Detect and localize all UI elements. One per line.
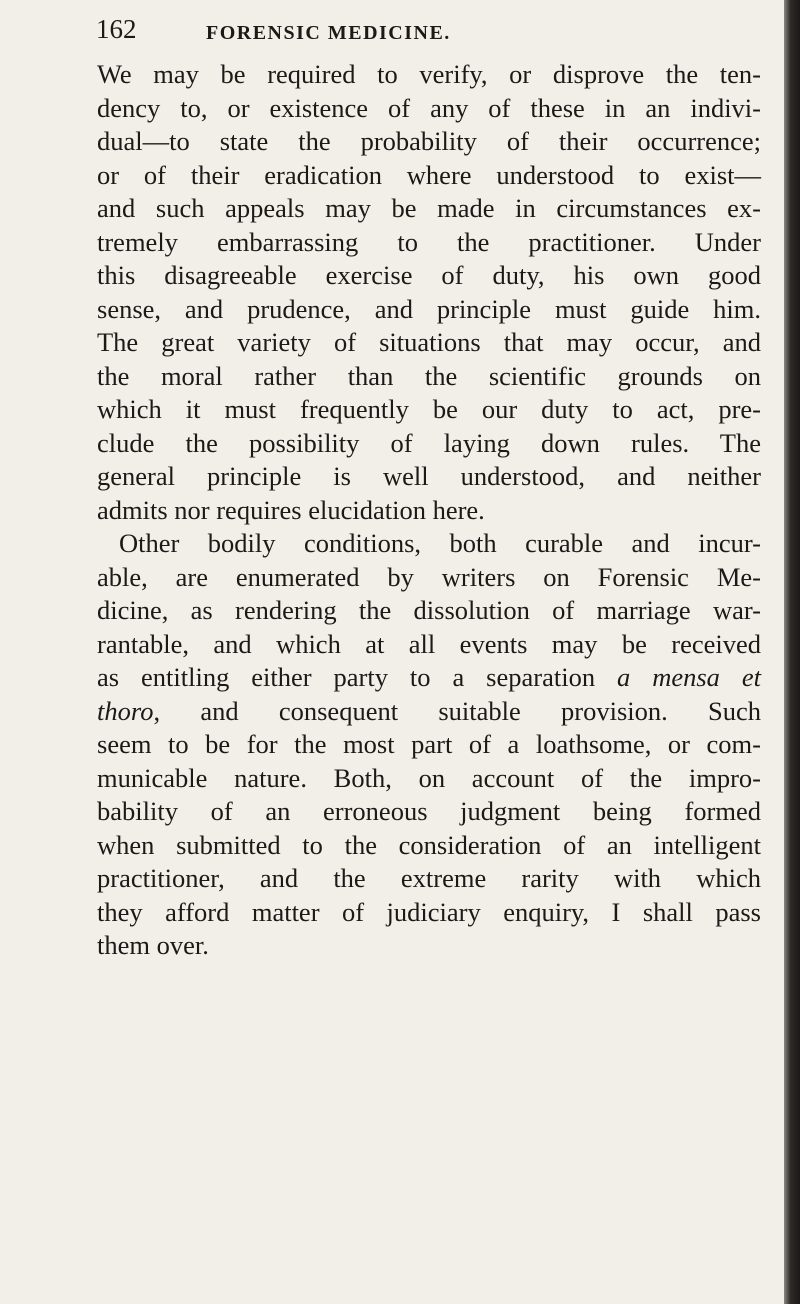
text-line: admits nor requires elucidation here.: [97, 494, 485, 525]
text-line: which it must frequently be our duty to act, pre-: [97, 394, 761, 424]
text-line: this disagreeable exercise of duty, his own good: [97, 260, 761, 290]
text-line: thoro, and consequent suitable provision. Such: [97, 695, 761, 726]
text-line: practitioner, and the extreme rarity with which: [97, 863, 761, 893]
text-line: when submitted to the consideration of an intelligent: [97, 829, 761, 860]
text-line: sense, and prudence, and principle must guide him.: [97, 293, 761, 324]
text-line: them over.: [97, 930, 209, 960]
text-line: tremely embarrassing to the practitioner. Under: [97, 226, 761, 257]
text-line: clude the possibility of laying down rules. The: [97, 427, 761, 458]
text-line: able, are enumerated by writers on Forensic Me-: [97, 561, 761, 592]
page-edge: [784, 0, 800, 1304]
text-line: We may be required to verify, or disprove the ten-: [97, 59, 761, 89]
text-line: The great variety of situations that may occur, and: [97, 327, 761, 357]
text-line: Other bodily conditions, both curable and incur-: [119, 528, 761, 558]
text-line: general principle is well understood, and neither: [97, 461, 761, 491]
text-line: seem to be for the most part of a loathsome, or com-: [97, 729, 761, 759]
text-line: the moral rather than the scientific grounds on: [97, 360, 761, 391]
text-line: dicine, as rendering the dissolution of marriage war-: [97, 595, 761, 625]
text-line: rantable, and which at all events may be received: [97, 628, 761, 659]
text-line: as entitling either party to a separation a mensa et: [97, 662, 761, 692]
page-number: 162: [96, 14, 137, 44]
text-line: dency to, or existence of any of these in an indivi-: [97, 92, 761, 123]
text-line: they afford matter of judiciary enquiry, I shall pass: [97, 896, 761, 927]
body-text: [97, 58, 761, 963]
text-line: dual—to state the probability of their occurrence;: [97, 126, 761, 156]
text-line: or of their eradication where understood to exist—: [97, 159, 761, 190]
text-line: bability of an erroneous judgment being formed: [97, 796, 761, 826]
running-head: FORENSIC MEDICINE.: [206, 22, 451, 44]
text-line: municable nature. Both, on account of the impro-: [97, 762, 761, 793]
text-line: and such appeals may be made in circumstances ex-: [97, 193, 761, 223]
